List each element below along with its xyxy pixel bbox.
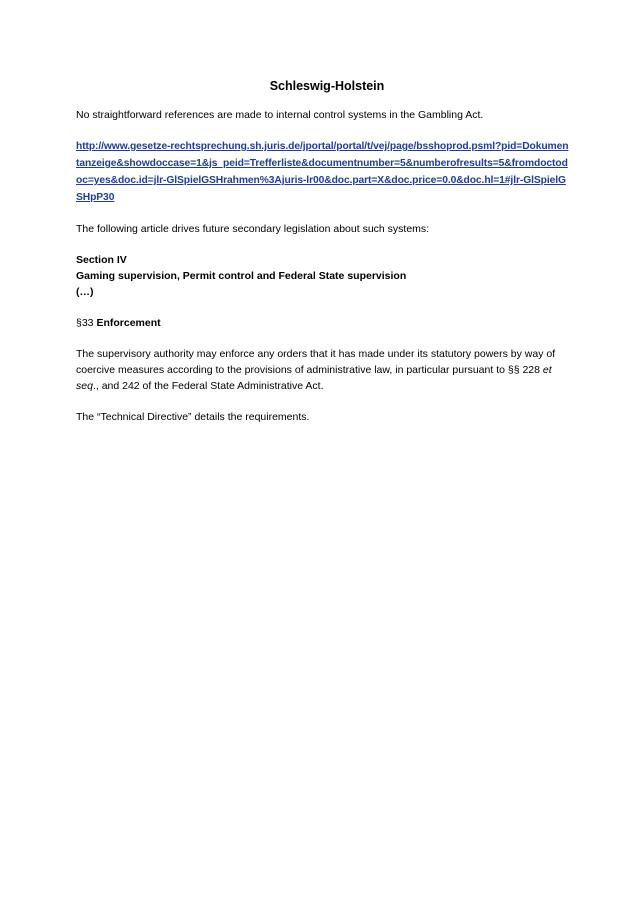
section-heading-block <box>76 252 570 300</box>
paragraph-title: Enforcement <box>96 317 161 329</box>
body-text-part2: ., and 242 of the Federal State Administrative Act. <box>92 380 324 392</box>
link-paragraph <box>76 138 570 206</box>
section-heading: Section IV <box>76 254 127 266</box>
intro-paragraph: No straightforward references are made to internal control systems in the Gambling Act. <box>76 109 484 121</box>
legislation-link[interactable]: http://www.gesetze-rechtsprechung.sh.juris.de/jportal/portal/t/vej/page/bsshoprod.psml?pid=Dokumentanzeige&showdoccase=1&js_peid=Trefferliste&documentnumber=5&numberofresults=5&fromdoctodoc=yes&doc.id=jlr-GlSpielGSHrahmen%3Ajuris-lr00&doc.part=X&doc.price=0.0&doc.hl=1#jlr-GlSpielGSHpP30 <box>76 141 569 203</box>
paragraph-number: §33 <box>76 317 94 329</box>
section-subheading: Gaming supervision, Permit control and Federal State supervision <box>76 270 407 282</box>
body-text-italic: et seq <box>76 364 552 392</box>
lead-in-paragraph: The following article drives future secondary legislation about such systems: <box>76 223 430 235</box>
page-title: Schleswig-Holstein <box>269 79 385 93</box>
enforcement-body <box>76 346 570 394</box>
body-text-part1: The supervisory authority may enforce any orders that it has made under its statutory powers by way of coercive measures according to the provisions of administrative law, in particular pursuant to §§ 228 <box>76 348 556 376</box>
paragraph-heading <box>76 315 570 331</box>
closing-paragraph: The “Technical Directive” details the requirements. <box>76 411 310 423</box>
section-ellipsis: (…) <box>76 286 94 298</box>
